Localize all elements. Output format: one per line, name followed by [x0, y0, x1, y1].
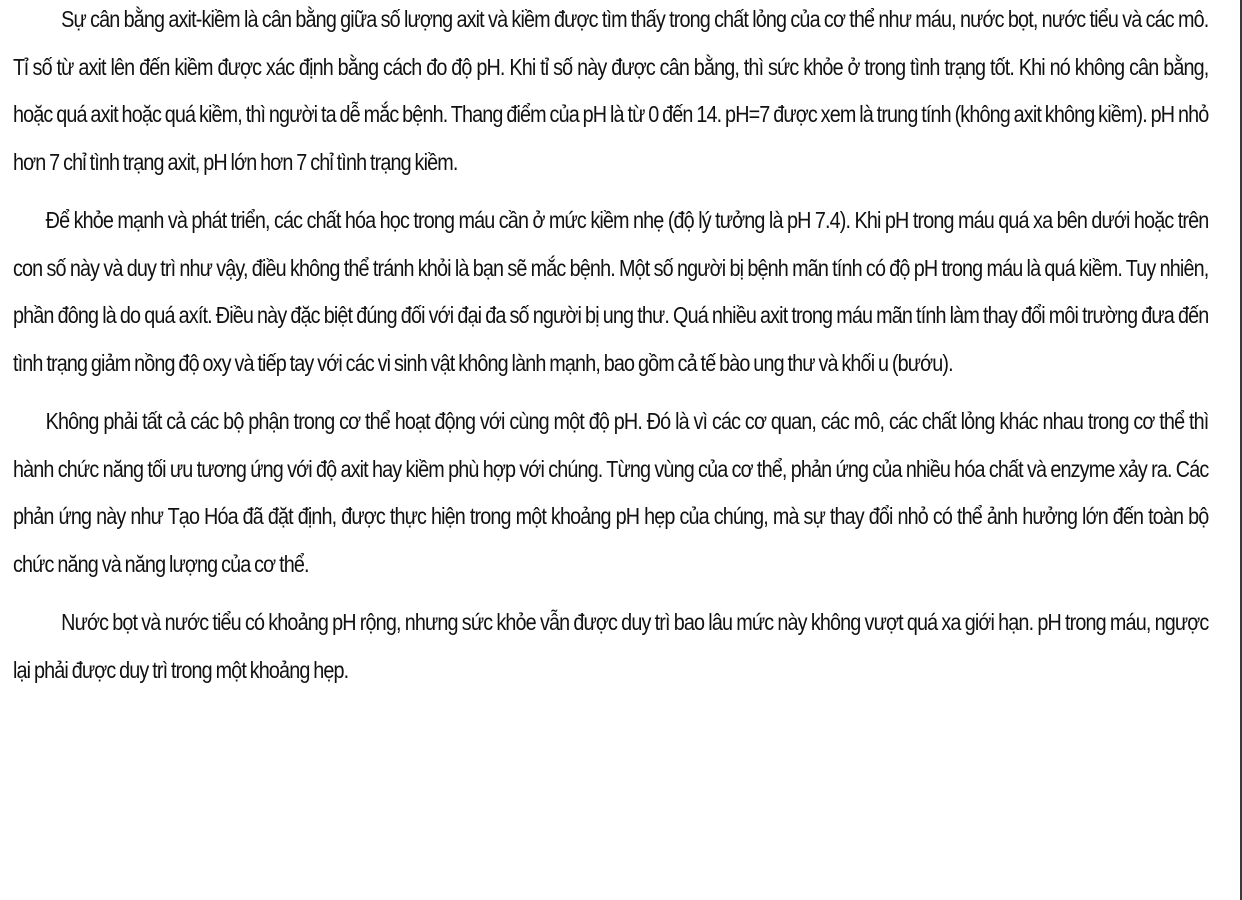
paragraph-acid-base-balance: Sự cân bằng axit-kiềm là cân bằng giữa số lượng axit và kiềm được tìm thấy trong chất lỏng của cơ thể như máu, nước bọt, nước tiểu và các mô. Tỉ số từ axit lên đến kiềm được xác định bằng cách đo độ pH. Khi tỉ số này được cân bằng, thì sức khỏe ở trong tình trạng tốt. Khi nó không cân bằng, hoặc quá axit hoặc quá kiềm, thì người ta dễ mắc bệnh. Thang điểm của pH là từ 0 đến 14. pH=7 được xem là trung tính (không axit không kiềm). pH nhỏ hơn 7 chỉ tình trạng axit, pH lớn hơn 7 chỉ tình trạng kiềm.: [13, 6, 1209, 175]
paragraph-body-organs-ph: Không phải tất cả các bộ phận trong cơ thể hoạt động với cùng một độ pH. Đó là vì các cơ quan, các mô, các chất lỏng khác nhau trong cơ thể thì hành chức năng tối ưu tương ứng với độ axit hay kiềm phù hợp với chúng. Từng vùng của cơ thể, phản ứng của nhiều hóa chất và enzyme xảy ra. Các phản ứng này như Tạo Hóa đã đặt định, được thực hiện trong một khoảng pH hẹp của chúng, mà sự thay đổi nhỏ có thể ảnh hưởng lớn đến toàn bộ chức năng và năng lượng của cơ thể.: [13, 408, 1209, 577]
paragraph-blood-ph: Để khỏe mạnh và phát triển, các chất hóa học trong máu cần ở mức kiềm nhẹ (độ lý tưởng là pH 7.4). Khi pH trong máu quá xa bên dưới hoặc trên con số này và duy trì như vậy, điều không thể tránh khỏi là bạn sẽ mắc bệnh. Một số người bị bệnh mãn tính có độ pH trong máu là quá kiềm. Tuy nhiên, phần đông là do quá axít. Điều này đặc biệt đúng đối với đại đa số người bị ung thư. Quá nhiều axit trong máu mãn tính làm thay đổi môi trường đưa đến tình trạng giảm nồng độ oxy và tiếp tay với các vi sinh vật không lành mạnh, bao gồm cả tế bào ung thư và khối u (bướu).: [13, 207, 1209, 376]
paragraph-saliva-urine-ph: Nước bọt và nước tiểu có khoảng pH rộng, nhưng sức khỏe vẫn được duy trì bao lâu mức này không vượt quá xa giới hạn. pH trong máu, ngược lại phải được duy trì trong một khoảng hẹp.: [13, 609, 1209, 683]
